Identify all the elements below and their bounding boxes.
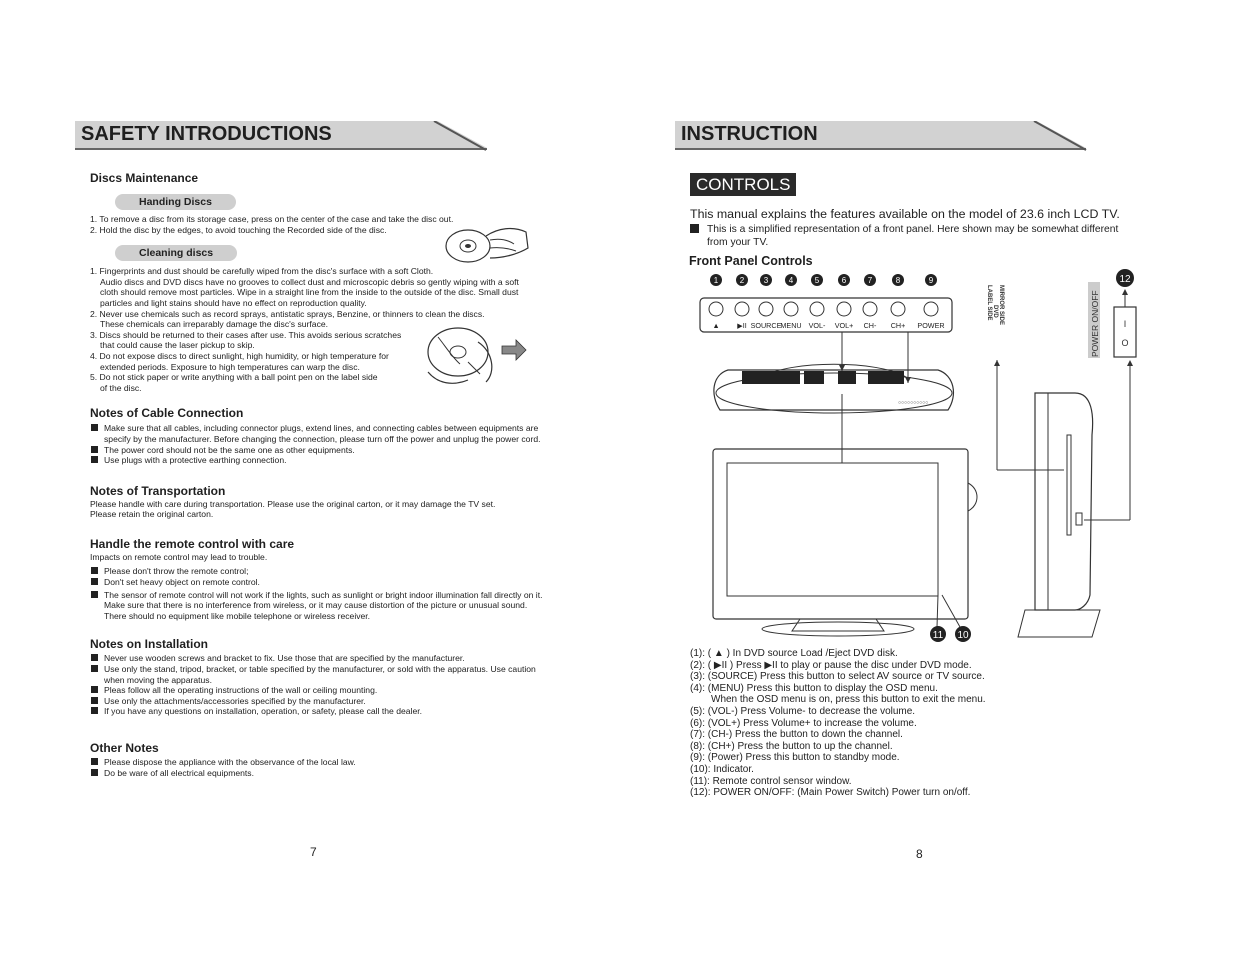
description-item: (3): (SOURCE) Press this button to select AV source or TV source.	[690, 671, 985, 683]
tv-side-switch	[1076, 513, 1082, 525]
cleaning-item: extended periods. Exposure to high temperatures can warp the disc.	[100, 361, 360, 372]
panel-button-label: VOL+	[834, 321, 854, 330]
remote-intro: Impacts on remote control may lead to trouble.	[90, 551, 268, 562]
tv-panel-segment	[742, 371, 800, 384]
description-item: (6): (VOL+) Press Volume+ to increase the volume.	[690, 717, 917, 729]
remote-item: Don't set heavy object on remote control.	[90, 577, 550, 588]
cleaning-item: Audio discs and DVD discs have no grooves to collect dust and microscopic debris so gently wiping with a soft	[100, 276, 519, 287]
description-item: (5): (VOL-) Press Volume- to decrease the volume.	[690, 705, 916, 717]
disc-cleaning-illustration	[408, 322, 528, 388]
left-header-title: SAFETY INTRODUCTIONS	[81, 123, 332, 145]
button-callout-number: 3	[763, 276, 769, 285]
panel-button-label: CH+	[890, 321, 906, 330]
cable-item: Make sure that all cables, including connector plugs, extend lines, and connecting cables between equipments are specify by the manufacturer. Before changing the connection, please turn off the power and unplug the power cord.	[90, 423, 550, 444]
panel-button-label: VOL-	[808, 321, 826, 330]
other-notes-title: Other Notes	[90, 741, 159, 755]
installation-title: Notes on Installation	[90, 637, 209, 652]
installation-item: Use only the stand, tripod, bracket, or table specified by the manufacturer, or sold with the apparatus. Use caution when moving the apparatus.	[90, 664, 550, 685]
panel-button-8[interactable]	[891, 302, 905, 316]
panel-button-label: POWER	[917, 321, 945, 330]
callout-10-text: 10	[957, 630, 969, 641]
controls-label: CONTROLS	[690, 173, 796, 196]
discs-maintenance-title: Discs Maintenance	[90, 171, 199, 185]
transportation-line: Please handle with care during transportation. Please use the original carton, or it may damage the TV set.	[90, 498, 496, 509]
power-switch-on: I	[1123, 319, 1127, 329]
note-text-content: This is a simplified representation of a front panel. Here shown may be somewhat different from your TV.	[707, 224, 1119, 248]
cable-connection-title: Notes of Cable Connection	[90, 406, 244, 421]
panel-button-label: SOURCE	[750, 321, 782, 330]
panel-button-1[interactable]	[709, 302, 723, 316]
note-text	[690, 223, 1130, 249]
arrow-head	[1122, 289, 1128, 295]
cleaning-item: that could cause the laser pickup to skip.	[100, 340, 255, 351]
leader-line	[942, 595, 960, 627]
tv-side-view	[1035, 393, 1093, 610]
installation-list	[90, 653, 560, 717]
description-item: (1): ( ▲ ) In DVD source Load /Eject DVD disk.	[690, 648, 898, 659]
installation-item: Pleas follow all the operating instructions of the wall or ceiling mounting.	[90, 685, 550, 696]
installation-item: Never use wooden screws and bracket to fix. Use those that are specified by the manufacturer.	[90, 653, 550, 664]
power-onoff-label: POWER ON/OFF	[1090, 290, 1100, 357]
handling-item: 2. Hold the disc by the edges, to avoid touching the Recorded side of the disc.	[90, 224, 387, 235]
intro-text: This manual explains the features available on the model of 23.6 inch LCD TV.	[690, 207, 1120, 221]
button-callout-number: 8	[895, 276, 901, 285]
transportation-title: Notes of Transportation	[90, 483, 226, 498]
cleaning-item: 5. Do not stick paper or write anything with a ball point pen on the label side	[90, 372, 378, 383]
tv-panel-segment	[804, 371, 824, 384]
cleaning-item: 2. Never use chemicals such as record sprays, antistatic sprays, Benzine, or thinners to clean the discs.	[90, 308, 485, 319]
tv-dvd-bulge	[968, 483, 977, 511]
handling-item: 1. To remove a disc from its storage case, press on the center of the case and take the disc out.	[90, 214, 454, 224]
tv-front-view	[713, 449, 968, 619]
panel-button-label: ▲	[712, 321, 720, 330]
panel-button-4[interactable]	[784, 302, 798, 316]
cleaning-item: 3. Discs should be returned to their cases after use. This avoids serious scratches	[90, 329, 402, 340]
tv-screen	[727, 463, 938, 596]
panel-button-9[interactable]	[924, 302, 938, 316]
side-labels	[986, 285, 1004, 325]
power-switch-body	[1114, 307, 1136, 357]
tv-panel-segment	[868, 371, 904, 384]
right-page-number: 8	[916, 847, 923, 861]
tv-side-dvd-slot	[1067, 435, 1071, 535]
right-header-slash	[1030, 121, 1090, 152]
panel-button-label: ▶II	[737, 321, 747, 330]
button-callout-number: 5	[814, 276, 820, 285]
description-item: (8): (CH+) Press the button to up the channel.	[690, 740, 893, 752]
bullet-square	[690, 224, 699, 233]
mirror-side-text: MIRROR SIDE	[998, 285, 1004, 326]
button-callout-number: 2	[739, 276, 745, 285]
cleaning-item: 1. Fingerprints and dust should be carefully wiped from the disc's surface with a soft Cloth.	[90, 266, 434, 277]
arrow-head	[1127, 360, 1133, 366]
tv-panel-dots: ○○○○○○○○○○	[898, 400, 929, 406]
description-item: (10): Indicator.	[690, 763, 754, 775]
right-header-title: INSTRUCTION	[681, 123, 818, 145]
other-notes-item: Please dispose the appliance with the observance of the local law.	[90, 757, 560, 768]
remote-list	[90, 566, 560, 621]
transportation-line: Please retain the original carton.	[90, 509, 214, 520]
handling-discs-label: Handing Discs	[115, 194, 236, 210]
dvd-side-text: DVD	[992, 305, 998, 318]
panel-button-5[interactable]	[810, 302, 824, 316]
tv-base	[762, 622, 914, 636]
cleaning-item: of the disc.	[100, 382, 142, 393]
power-switch-off: O	[1121, 338, 1129, 348]
description-item: When the OSD menu is on, press this button to exit the menu.	[711, 694, 986, 706]
cleaning-discs-label: Cleaning discs	[115, 245, 237, 261]
tv-side-stand	[1018, 610, 1100, 637]
front-panel-diagram	[680, 265, 1160, 650]
description-item: (12): POWER ON/OFF: (Main Power Switch) Power turn on/off.	[690, 787, 971, 799]
left-page-number: 7	[310, 845, 317, 859]
cable-list	[90, 423, 560, 465]
left-header-slash	[430, 121, 490, 152]
other-notes-list	[90, 757, 560, 778]
right-page-header	[675, 121, 1086, 150]
panel-button-label: CH-	[863, 321, 877, 330]
installation-item: Use only the attachments/accessories specified by the manufacturer.	[90, 696, 550, 707]
description-item: (7): (CH-) Press the button to down the channel.	[690, 729, 903, 741]
cleaning-item: 4. Do not expose discs to direct sunlight, high humidity, or high temperature for	[90, 350, 389, 361]
tv-neck	[792, 619, 884, 631]
cable-item: Use plugs with a protective earthing connection.	[90, 455, 550, 466]
hand-holding-disc-illustration	[438, 218, 530, 270]
cleaning-item: cloth should remove most particles. Wipe in a straight line from the inside to the outside of the disc. Small dust	[100, 287, 519, 298]
remote-item: The sensor of remote control will not work if the lights, such as sunlight or bright indoor illumination fall directly on it. Make sure that there is no interference from wireless, or it may cause distortion of the picture or unusual sound. There should no equipment like mobile telephone or wireless receiver.	[90, 590, 550, 622]
button-callout-number: 6	[841, 276, 847, 285]
description-item: (11): Remote control sensor window.	[690, 775, 852, 787]
button-callout-number: 7	[867, 276, 873, 285]
leader-line	[937, 595, 938, 627]
button-callout-number: 1	[713, 276, 719, 285]
description-item: (2): ( ▶II ) Press ▶II to play or pause the disc under DVD mode.	[690, 659, 972, 671]
description-item: (4): (MENU) Press this button to display the OSD menu.	[690, 682, 938, 694]
button-callout-number: 9	[928, 276, 934, 285]
front-panel-title: Front Panel Controls	[689, 254, 813, 268]
remote-control-title: Handle the remote control with care	[90, 536, 295, 551]
label-side-text: LABEL SIDE	[986, 285, 992, 321]
callout-12-text: 12	[1119, 274, 1131, 285]
description-item: (9): (Power) Press this button to standby mode.	[690, 752, 900, 764]
remote-item: Please don't throw the remote control;	[90, 566, 550, 577]
button-callout-number: 4	[788, 276, 794, 285]
cleaning-item: particles and light stains should have no effect on reproduction quality.	[100, 297, 367, 308]
other-notes-item: Do be ware of all electrical equipments.	[90, 768, 560, 779]
control-descriptions	[690, 648, 986, 799]
panel-button-2[interactable]	[735, 302, 749, 316]
installation-item: If you have any questions on installation, operation, or safety, please call the dealer.	[90, 706, 550, 717]
panel-button-label: MENU	[780, 321, 802, 330]
tv-panel-segment	[838, 371, 856, 384]
panel-button-3[interactable]	[759, 302, 773, 316]
cleaning-item: These chemicals can irreparably damage the disc's surface.	[100, 319, 329, 330]
panel-button-6[interactable]	[837, 302, 851, 316]
transportation-text	[90, 499, 560, 520]
left-page-header	[75, 121, 487, 150]
callout-11-text: 11	[932, 630, 944, 641]
cable-item: The power cord should not be the same one as other equipments.	[90, 445, 550, 456]
panel-button-7[interactable]	[863, 302, 877, 316]
arrow-head	[994, 360, 1000, 366]
